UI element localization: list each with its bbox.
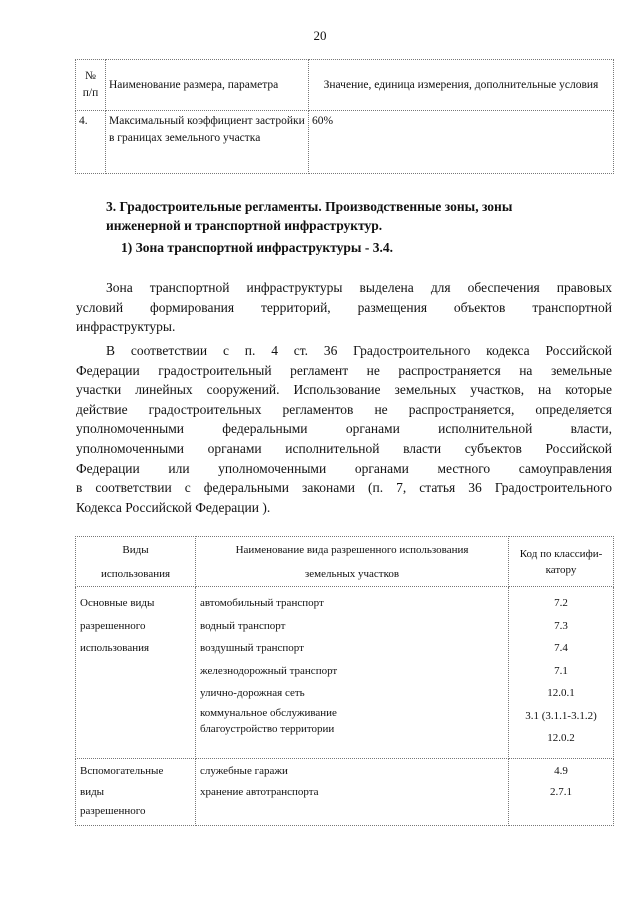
- paragraph-line: Зона транспортной инфраструктуры выделена для обеспечения правовых: [106, 280, 612, 295]
- codes-main: [509, 587, 614, 759]
- kind-auxiliary: Вспомогательные виды разрешенного: [76, 758, 196, 825]
- list-item: 7.2: [554, 597, 568, 609]
- list-item: железнодорожный транспорт: [200, 664, 338, 677]
- header-num: № п/п: [76, 60, 106, 111]
- list-item: 4.9: [554, 764, 568, 777]
- list-item: 7.1: [554, 664, 568, 677]
- row-num: 4.: [76, 111, 106, 174]
- parameters-table-header: [76, 60, 614, 111]
- list-item: воздушный транспорт: [200, 642, 304, 654]
- paragraph-line: В соответствии с п. 4 ст. 36 Градостроительного кодекса Российской: [106, 343, 612, 358]
- paragraph-line: участки линейных сооружений. Использование земельных участков, на которые: [76, 382, 612, 398]
- table-row: [76, 758, 614, 825]
- codes-auxiliary: [509, 758, 614, 825]
- row-name: Максимальный коэффициент застройки в границах земельного участка: [106, 111, 309, 174]
- section-title-line1: 3. Градостроительные регламенты. Производственные зоны, зоны: [106, 199, 513, 214]
- paragraph-line: инфраструктуры.: [76, 319, 176, 335]
- paragraph-line: Федерации или уполномоченными органами местного самоуправления: [76, 460, 612, 476]
- list-item: коммунальное обслуживание: [200, 706, 337, 719]
- list-item: водный транспорт: [200, 619, 286, 632]
- table-row: [76, 111, 614, 174]
- uses-auxiliary: [196, 758, 509, 825]
- list-item: 7.3: [554, 619, 568, 632]
- uses-main: [196, 587, 509, 759]
- land-use-table-header: [76, 537, 614, 587]
- list-item: 12.0.2: [547, 732, 575, 744]
- page-number: 20: [313, 28, 327, 43]
- kind-main: Основные виды разрешенного использования: [76, 587, 196, 759]
- paragraph-1: [76, 278, 612, 337]
- paragraph-line: Кодекса Российской Федерации ).: [76, 499, 271, 515]
- table-row: [76, 587, 614, 759]
- list-item: 7.4: [554, 642, 568, 654]
- list-item: автомобильный транспорт: [200, 597, 324, 609]
- paragraph-line: уполномоченными органами исполнительной власти субъектов Российской: [76, 440, 612, 456]
- paragraph-2: [76, 341, 612, 517]
- list-item: 12.0.1: [547, 687, 575, 699]
- row-value: 60%: [309, 111, 614, 174]
- header-use-name: Наименование вида разрешенного использования земельных участков: [196, 537, 509, 587]
- list-item: благоустройство территории: [200, 722, 335, 735]
- parameters-table: [75, 59, 614, 174]
- paragraph-line: в соответствии с федеральными законами (п. 7, статья 36 Градостроительного: [76, 480, 612, 496]
- paragraph-line: условий формирования территорий, размещения объектов транспортной: [76, 299, 612, 315]
- section-subtitle: 1) Зона транспортной инфраструктуры - 3.4.: [121, 240, 393, 255]
- section-title-line2: инженерной и транспортной инфраструктур.: [106, 218, 383, 233]
- header-name: Наименование размера, параметра: [106, 60, 309, 111]
- paragraph-line: Федерации градостроительный регламент не распространяется на земельные: [76, 362, 612, 378]
- land-use-table: [75, 536, 614, 826]
- list-item: служебные гаражи: [200, 764, 288, 777]
- paragraph-line: действие градостроительных регламентов не распространяется, определяется: [76, 401, 612, 417]
- list-item: хранение автотранспорта: [200, 785, 319, 798]
- header-value: Значение, единица измерения, дополнительные условия: [309, 60, 614, 111]
- header-code: Код по классифи- катору: [509, 537, 614, 587]
- header-kind: Виды использования: [76, 537, 196, 587]
- paragraph-line: уполномоченными федеральными органами исполнительной власти,: [76, 421, 612, 437]
- list-item: 2.7.1: [550, 785, 572, 798]
- list-item: улично-дорожная сеть: [200, 687, 305, 699]
- list-item: 3.1 (3.1.1-3.1.2): [525, 709, 597, 722]
